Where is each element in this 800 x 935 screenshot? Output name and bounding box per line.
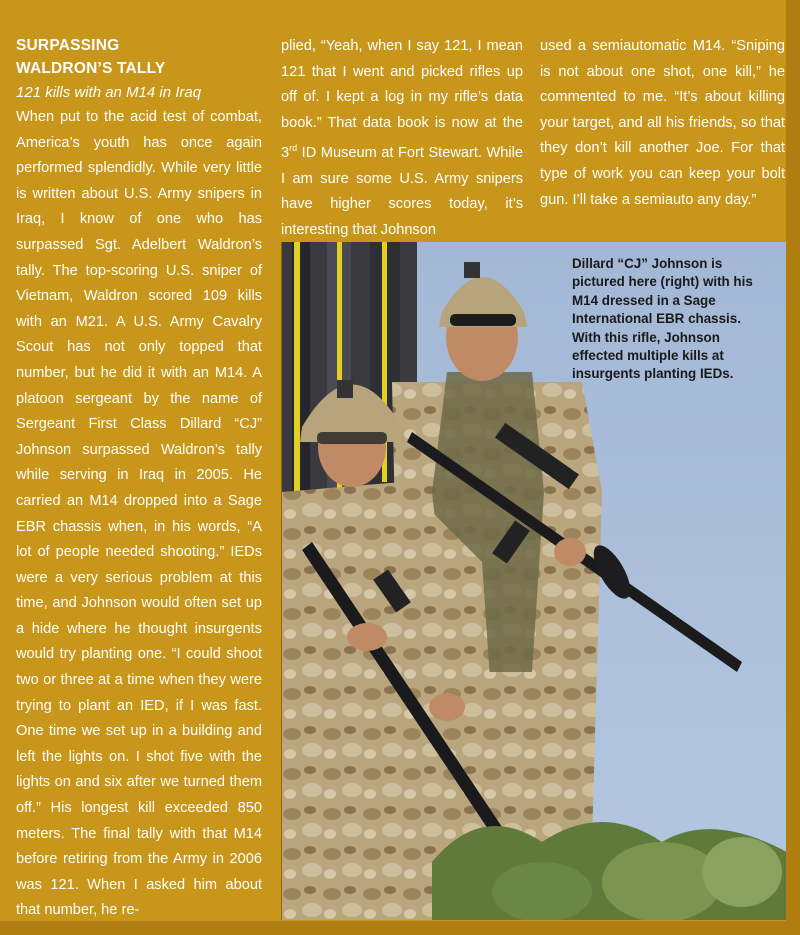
page-edge-right [786,0,800,935]
photo-caption: Dillard “CJ” Johnson is pictured here (right) with his M14 dressed in a Sage International EBR chassis. With this rifle, Johnson effected multiple kills at insurgents planting IEDs. [572,256,753,382]
right-soldier-hand [554,538,586,566]
left-soldier-glasses [317,432,387,444]
article-column-2 [281,34,523,244]
right-soldier-sunglasses [450,314,516,326]
article-column-1 [16,34,262,924]
ordinal-superscript: rd [289,143,298,154]
article-column-3 [540,34,785,213]
article-headline [16,34,262,80]
article-body-column-1: When put to the acid test of combat, America’s youth has once again performed splendidly. While very little is written about U.S. Army snipers in Iraq, I know of one who has surpassed Sgt. Adelbert Waldron’s tally. The top-scoring U.S. sniper of Vietnam, Waldron scored 109 kills with an M21. A U.S. Army Cavalry Scout has not only topped that number, but he did it with an M14. A platoon sergeant by the name of Sergeant First Class Dillard “CJ” Johnson surpassed Waldron’s tally while serving in Iraq in 2005. He carried an M14 dropped into a Sage EBR chassis when, in his words, “A lot of people needed shooting.” IEDs were a very serious problem at this time, and Johnson would often set up a hide where he thought insurgents would try planting one. “I could shoot two or three at a time when they were trying to plant an IED, if I was fast. One time we set up in a building and left the lights on. I shot five with the lights on and six after we turned them off.” His longest kill exceeded 850 meters. The final tally with that M14 before retiring from the Army in 2006 was 121. When I asked him about that number, he re- [16,109,262,919]
column-2-text-end: ID Museum at Fort Stewart. While I am sure some U.S. Army snipers have higher scores today, it’s interesting that Johnson [281,145,523,239]
page-edge-bottom [0,921,800,935]
left-soldier-hand [347,623,387,651]
article-body-column-2 [281,34,523,244]
column-2-text-start: plied, “Yeah, when I say 121, I mean 121 that I went and picked rifles up off of. I kept a log in my rifle’s data book.” That data book is now at the 3 [281,38,523,162]
article-body-column-3: used a semiautomatic M14. “Sniping is not about one shot, one kill,” he commented to me. “It’s about killing your target, and all his friends, so that they don’t kill another Joe. For that type of work you can keep your bolt gun. I’ll take a semiauto any day.” [540,38,785,208]
headline-line-2: WALDRON’S TALLY [16,60,166,77]
article-subhead: 121 kills with an M14 in Iraq [16,84,202,101]
headline-line-1: SURPASSING [16,37,120,54]
